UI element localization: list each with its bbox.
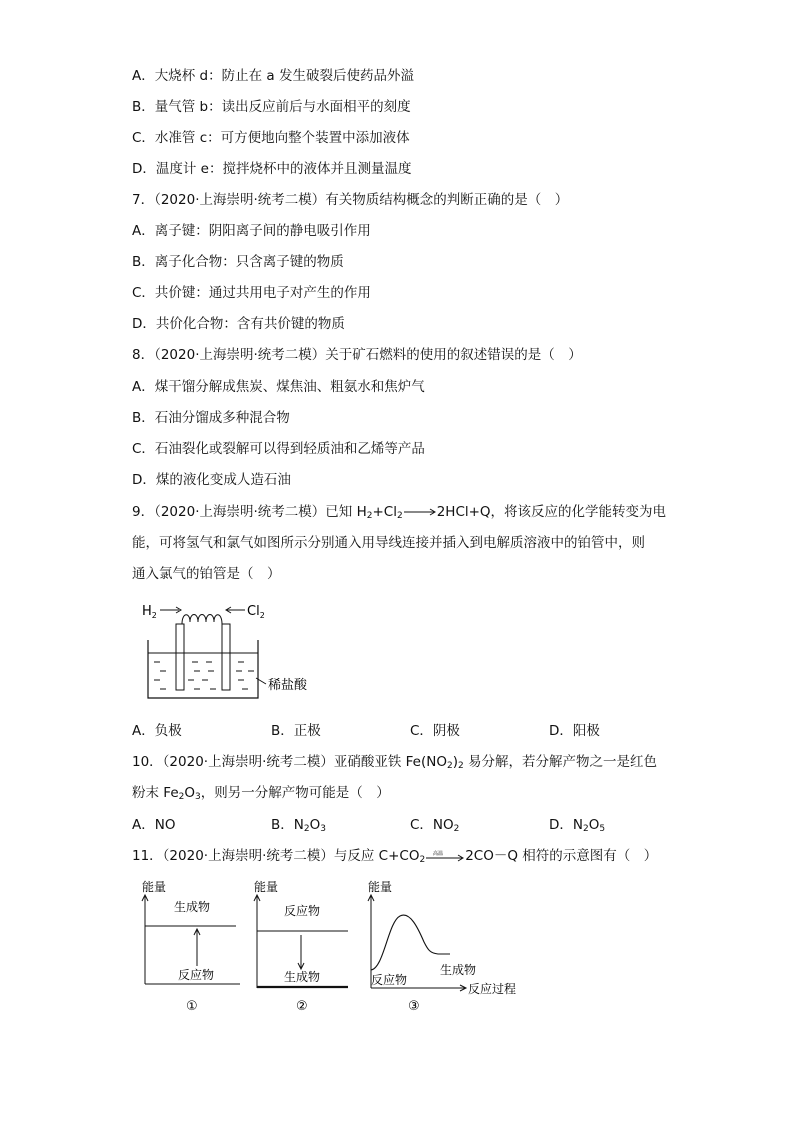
q10-stem-prefix: 10．（2020·上海崇明·统考二模）亚硝酸亚铁 Fe(NO [132, 754, 447, 770]
h2-label: $H_2$ [142, 604, 157, 620]
q10-option-d-post: O [588, 817, 600, 833]
q10-sub-a: 2 [446, 761, 453, 771]
diagram3-x-label: 反应过程 [468, 982, 517, 996]
q11-stem-suffix: 2CO－Q 相符的示意图有（ ） [465, 848, 658, 864]
q10-option-b [271, 815, 326, 835]
liquid-hatching [154, 662, 254, 689]
diagram3-energy-curve [371, 915, 450, 970]
q7-option-d: D．共价化合物：含有共价键的物质 [132, 316, 345, 332]
q7-stem: 7．（2020·上海崇明·统考二模）有关物质结构概念的判断正确的是（ ） [132, 192, 569, 208]
q10-line2-mid: O [184, 785, 195, 801]
q9-stem-product: 2HCl+Q，将该反应的化学能转变为电 [436, 504, 667, 520]
q10-line2-sub1: 2 [178, 792, 185, 802]
diagram1-bottom-label: 反应物 [178, 968, 215, 982]
q8-option-c: C．石油裂化或裂解可以得到轻质油和乙烯等产品 [132, 441, 425, 457]
q6-option-b: B．量气管 b：读出反应前后与水面相平的刻度 [132, 99, 411, 115]
q10-option-d-pre: D．N [549, 817, 583, 833]
electrolysis-apparatus-figure [138, 598, 338, 704]
q9-option-d: D．阳极 [549, 723, 600, 739]
diagram3-number: ③ [408, 999, 420, 1014]
q10-option-b-sub2: 3 [320, 824, 326, 834]
q10-option-a-text: A．NO [132, 817, 176, 833]
cl2-label: $Cl_2$ [247, 604, 265, 620]
energy-diagram-1 [138, 878, 242, 1016]
q6-option-a: A．大烧杯 d：防止在 a 发生破裂后使药品外溢 [132, 68, 414, 84]
q8-option-d: D．煤的液化变成人造石油 [132, 472, 291, 488]
q10-line2-sub2: 3 [195, 792, 201, 802]
reaction-arrow [403, 507, 437, 517]
energy-diagram-2 [250, 878, 354, 1016]
diagram2-bottom-label: 生成物 [284, 970, 321, 984]
diagram1-top-label: 生成物 [174, 900, 211, 914]
q10-option-d [549, 815, 605, 835]
q10-stem-line1 [132, 752, 657, 772]
energy-diagram-3 [364, 878, 524, 1016]
platinum-tube-left [176, 624, 184, 690]
high-temp-reaction-arrow [425, 849, 465, 863]
q10-line2-prefix: 粉末 Fe [132, 785, 179, 801]
arrow-condition-label: 高温 [433, 851, 444, 857]
q6-option-d: D．温度计 e：搅拌烧杯中的液体并且测量温度 [132, 161, 412, 177]
dilute-hcl-label: 稀盐酸 [268, 678, 308, 693]
q8-option-a: A．煤干馏分解成焦炭、煤焦油、粗氨水和焦炉气 [132, 379, 425, 395]
q7-option-c: C．共价键：通过共用电子对产生的作用 [132, 285, 371, 301]
q10-line2-end: ，则另一分解产物可能是（ ） [200, 785, 390, 801]
q11-stem-sub: 2 [419, 855, 426, 865]
q10-option-b-post: O [309, 817, 321, 833]
q10-option-c [410, 815, 459, 835]
diagram3-reactant-label: 反应物 [371, 973, 408, 987]
diagram1-number: ① [186, 999, 198, 1014]
q8-option-b: B．石油分馏成多种混合物 [132, 410, 290, 426]
q9-option-c: C．阴极 [410, 723, 460, 739]
q9-stem-prefix: 9．（2020·上海崇明·统考二模）已知 H [132, 504, 367, 520]
diagram2-top-label: 反应物 [284, 904, 321, 918]
q9-stem-line3: 通入氯气的铂管是（ ） [132, 566, 281, 582]
q6-option-c: C．水准管 c：可方便地向整个装置中添加液体 [132, 130, 410, 146]
q9-stem-plus: +Cl [372, 504, 397, 520]
q9-option-a: A．负极 [132, 723, 182, 739]
diagram2-number: ② [296, 999, 308, 1014]
q10-paren: ) [452, 754, 458, 770]
diagram1-y-label: 能量 [142, 880, 167, 894]
q9-stem-line1 [132, 502, 666, 522]
q7-option-a: A．离子键：阴阳离子间的静电吸引作用 [132, 223, 371, 239]
q10-option-c-pre: C．NO [410, 817, 454, 833]
platinum-tube-right [222, 624, 230, 690]
q10-stem-line2 [132, 783, 390, 803]
diagram3-y-label: 能量 [368, 880, 393, 894]
diagram2-y-label: 能量 [254, 880, 279, 894]
q10-sub-b: 2 [458, 761, 464, 771]
diagram3-product-label: 生成物 [440, 963, 477, 977]
connecting-wire-coil [182, 615, 222, 625]
q8-stem: 8．（2020·上海崇明·统考二模）关于矿石燃料的使用的叙述错误的是（ ） [132, 347, 582, 363]
q9-h2-subscript: 2 [366, 511, 373, 521]
q9-stem-line2: 能，可将氢气和氯气如图所示分别通入用导线连接并插入到电解质溶液中的铂管中，则 [132, 535, 645, 551]
q10-option-b-pre: B．N [271, 817, 304, 833]
q10-option-a [132, 815, 175, 835]
q10-stem-end: 易分解，若分解产物之一是红色 [463, 754, 658, 770]
q7-option-b: B．离子化合物：只含离子键的物质 [132, 254, 344, 270]
q11-stem [132, 846, 657, 866]
q10-option-c-sub: 2 [453, 824, 460, 834]
q10-option-d-sub2: 5 [599, 824, 606, 834]
q9-option-b: B．正极 [271, 723, 321, 739]
q9-cl2-subscript: 2 [396, 511, 403, 521]
q10-option-d-sub: 2 [583, 824, 589, 834]
q11-stem-prefix: 11．（2020·上海崇明·统考二模）与反应 C+CO [132, 848, 420, 864]
q10-option-b-sub: 2 [303, 824, 310, 834]
